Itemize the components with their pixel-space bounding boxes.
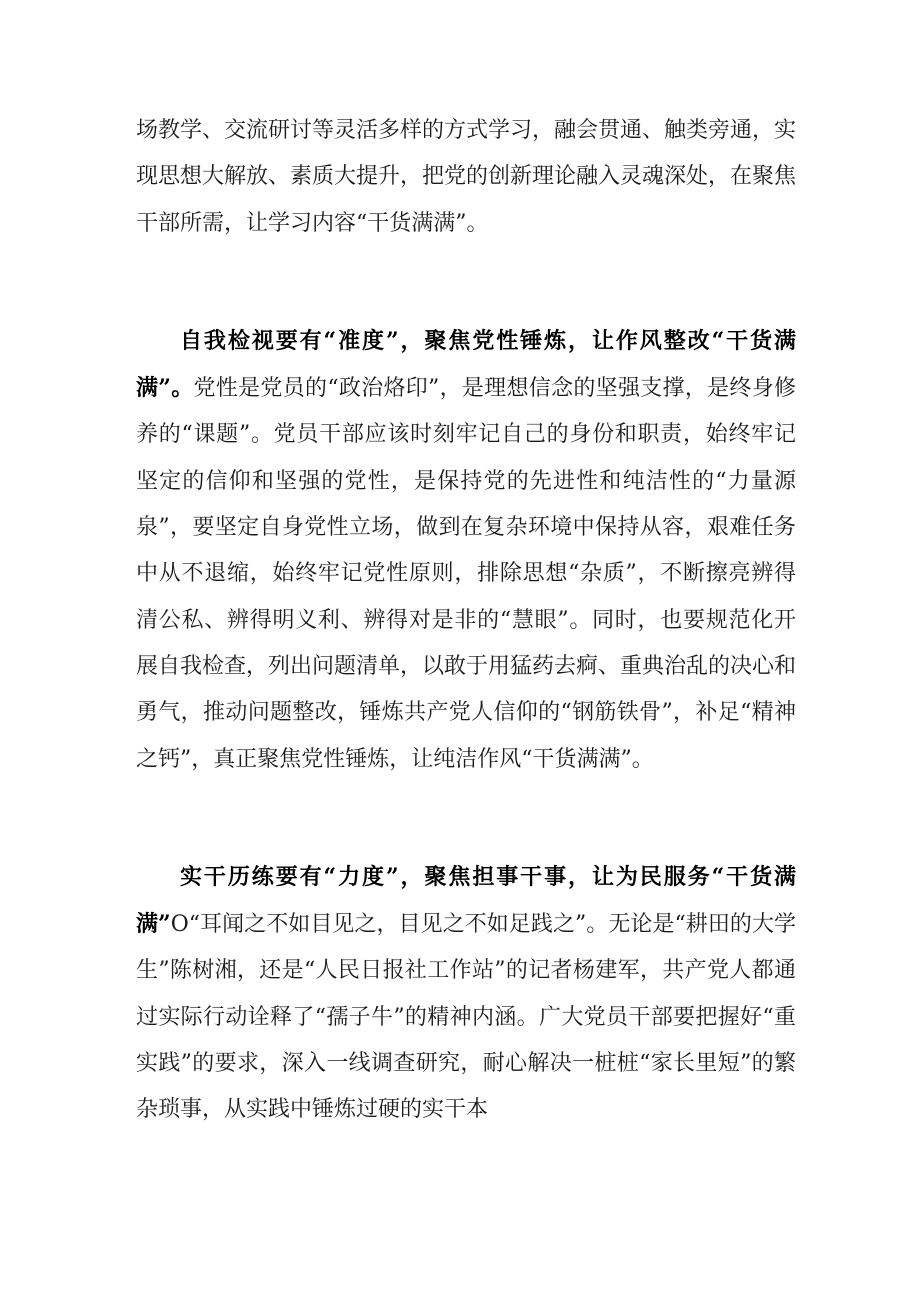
paragraph-2-heading: 自我检视要有“准度”，聚焦党性锤炼，让作风整改“干货满满”。 bbox=[136, 327, 796, 402]
document-body bbox=[136, 108, 796, 1134]
paragraph-3 bbox=[136, 854, 796, 1134]
paragraph-gap bbox=[136, 247, 796, 318]
paragraph-gap bbox=[136, 783, 796, 854]
paragraph-2-text: 党性是党员的“政治烙印”，是理想信念的坚强支撑，是终身修养的“课题”。党员干部应该时刻牢记自己的身份和职责，始终牢记坚定的信仰和坚强的党性，是保持党的先进性和纯洁性的“力量源泉”，要坚定自身党性立场，做到在复杂环境中保持从容，艰难任务中从不退缩，始终牢记党性原则，排除思想“杂质”，不断擦亮辨得清公私、辨得明义利、辨得对是非的“慧眼”。同时，也要规范化开展自我检查，列出问题清单，以敢于用猛药去痾、重典治乱的决心和勇气，推动问题整改，锤炼共产党人信仰的“钢筋铁骨”，补足“精神之钙”，真正聚焦党性锤炼，让纯洁作风“干货满满”。 bbox=[136, 376, 797, 772]
paragraph-3-heading: 实干历练要有“力度”，聚焦担事干事，让为民服务“干货满满” bbox=[136, 863, 796, 938]
paragraph-1-text: 场教学、交流研讨等灵活多样的方式学习，融会贯通、触类旁通，实现思想大解放、素质大提升，把党的创新理论融入灵魂深处，在聚焦干部所需，让学习内容“干货满满”。 bbox=[136, 118, 797, 236]
paragraph-3-text: O“耳闻之不如目见之，目见之不如足践之”。无论是“耕田的大学生”陈树湘，还是“人民日报社工作站”的记者杨建军，共产党人都通过实际行动诠释了“孺子牛”的精神内涵。广大党员干部要把握好“重实践”的要求，深入一线调查研究，耐心解决一桩桩“家长里短”的繁杂琐事，从实践中锤炼过硬的实干本 bbox=[136, 912, 797, 1123]
paragraph-2 bbox=[136, 318, 796, 783]
paragraph-1 bbox=[136, 108, 796, 247]
